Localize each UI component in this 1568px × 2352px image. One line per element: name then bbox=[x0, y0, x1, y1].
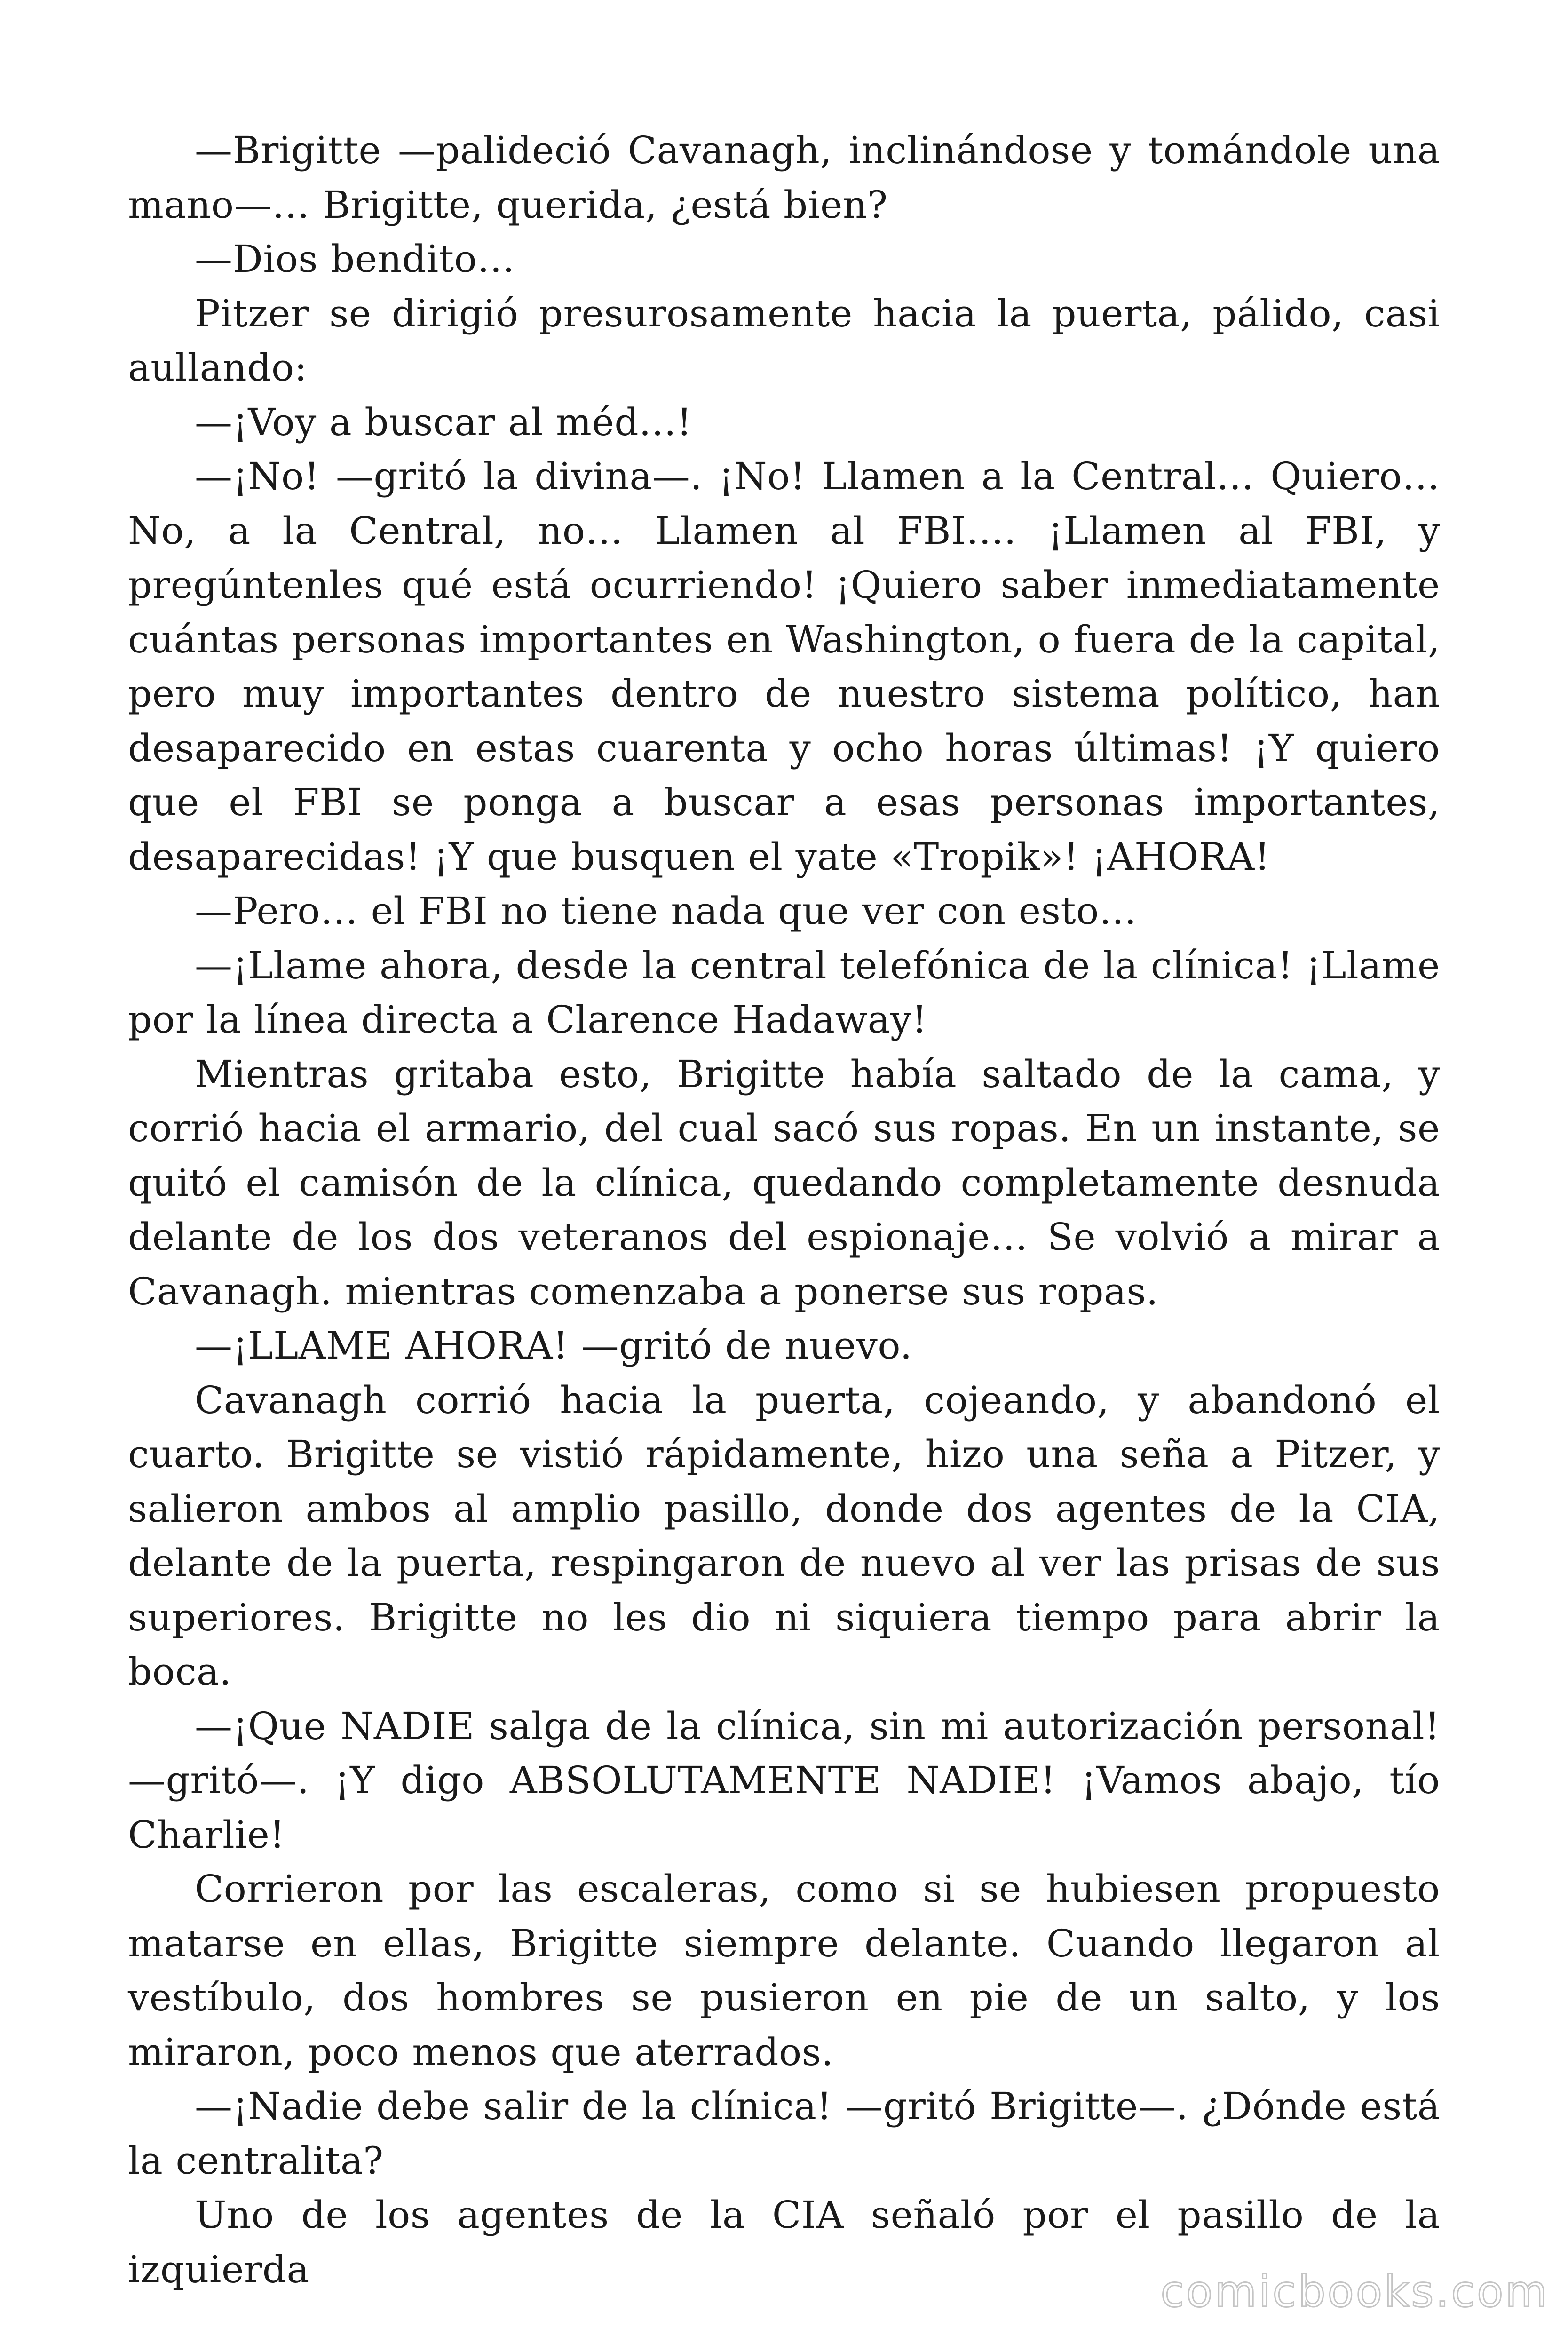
paragraph: Uno de los agentes de la CIA señaló por el pasillo de la izquierda bbox=[128, 2193, 1440, 2291]
paragraph: —¡Que NADIE salga de la clínica, sin mi autorización personal! —gritó—. ¡Y digo ABSOLUTAMENTE NADIE! ¡Vamos abajo, tío Charlie! bbox=[128, 1704, 1440, 1857]
paragraph: —¡No! —gritó la divina—. ¡No! Llamen a la Central… Quiero… No, a la Central, no… Llamen al FBI…. ¡Llamen al FBI, y pregúntenles qué está ocurriendo! ¡Quiero saber inmediatamente cuántas personas importantes en Washington, o fuera de la capital, pero muy importantes dentro de nuestro sistema político, han desaparecido en estas cuarenta y ocho horas últimas! ¡Y quiero que el FBI se ponga a buscar a esas personas importantes, desaparecidas! ¡Y que busquen el yate «Tropik»! ¡AHORA! bbox=[128, 454, 1440, 879]
paragraph: Pitzer se dirigió presurosamente hacia la puerta, pálido, casi aullando: bbox=[128, 291, 1440, 389]
paragraph: —¡Llame ahora, desde la central telefónica de la clínica! ¡Llame por la línea directa a Clarence Hadaway! bbox=[128, 943, 1440, 1041]
paragraph: —Brigitte —palideció Cavanagh, inclinándose y tomándole una mano—… Brigitte, querida, ¿está bien? bbox=[128, 128, 1440, 227]
paragraph: Corrieron por las escaleras, como si se hubiesen propuesto matarse en ellas, Brigitte siempre delante. Cuando llegaron al vestíbulo, dos hombres se pusieron en pie de un salto, y los miraron, poco menos que aterrados. bbox=[128, 1867, 1440, 2074]
paragraph: —¡Voy a buscar al méd…! bbox=[195, 400, 692, 444]
paragraph: —¡LLAME AHORA! —gritó de nuevo. bbox=[195, 1324, 912, 1367]
paragraph: —Pero… el FBI no tiene nada que ver con esto… bbox=[195, 889, 1137, 933]
body-text bbox=[128, 123, 1440, 2296]
paragraph: Cavanagh corrió hacia la puerta, cojeando, y abandonó el cuarto. Brigitte se vistió rápidamente, hizo una seña a Pitzer, y salieron ambos al amplio pasillo, donde dos agentes de la CIA, delante de la puerta, respingaron de nuevo al ver las prisas de sus superiores. Brigitte no les dio ni siquiera tiempo para abrir la boca. bbox=[128, 1378, 1440, 1693]
paragraph: —Dios bendito… bbox=[195, 237, 515, 281]
paragraph: Mientras gritaba esto, Brigitte había saltado de la cama, y corrió hacia el armario, del cual sacó sus ropas. En un instante, se quitó el camisón de la clínica, quedando completamente desnuda delante de los dos veteranos del espionaje… Se volvió a mirar a Cavanagh. mientras comenzaba a ponerse sus ropas. bbox=[128, 1052, 1440, 1313]
paragraph: —¡Nadie debe salir de la clínica! —gritó Brigitte—. ¿Dónde está la centralita? bbox=[128, 2084, 1440, 2183]
watermark: comicbooks.com bbox=[1160, 2266, 1549, 2317]
